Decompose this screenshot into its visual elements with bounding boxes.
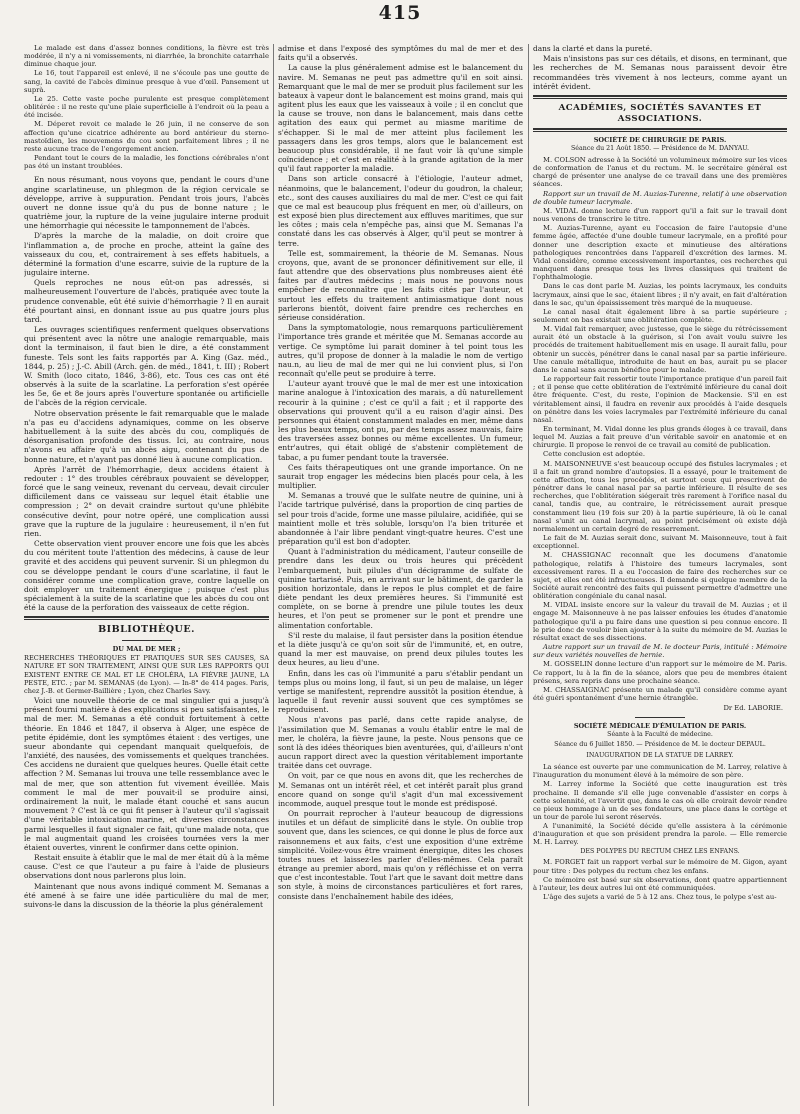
paragraph: admise et dans l'exposé des symptômes du mal de mer et des faits qu'il a observés. [278, 44, 523, 63]
society-title: SOCIÉTÉ MÉDICALE D'ÉMULATION DE PARIS. [573, 721, 747, 730]
column-3 [533, 44, 787, 1109]
note: Pendant tout le cours de la maladie, les fonctions cérébrales n'ont pas été un instant troublées. [24, 154, 269, 171]
book-title: DU MAL DE MER ; [112, 645, 181, 654]
column-2 [278, 44, 523, 1109]
paragraph: M. VIDAL insiste encore sur la valeur du travail de M. Auzias ; et il engage M. Maisonneuve à ne pas laisser enfouies les études d'anatomie pathologique qu'il a pu faire dans une question si peu connue encore. Il le prie donc de vouloir bien ajouter à la suite du mémoire de M. Auzias le résultat exact de ses dissections. [533, 601, 787, 642]
note: Le malade est dans d'assez bonnes conditions, la fièvre est très modérée, il n'y a ni vomissements, ni diarrhée, la bronchite catarrhale diminue chaque jour. [24, 44, 269, 69]
paragraph: La cause la plus généralement admise est le balancement du navire. M. Semanas ne peut pas admettre qu'il en soit ainsi. Remarquant que le mal de mer se produit plus facilement sur les bateaux à vapeur dont le balancement est moins grand, mais qui agitent plus les eaux que les vaisseaux à voile ; il en conclut que la cause se trouve, non dans le balancement, mais dans cette agitation des eaux qui permet au miasme maritime de s'échapper. Si le mal de mer atteint plus facilement les passagers dans les gros temps, alors que le balancement est beaucoup plus considérable, il ne faut voir là qu'une simple coïncidence ; et c'est en réalité à la grande agitation de la mer qu'il faut rapporter la maladie. [278, 63, 523, 174]
paragraph: A l'unanimité, la Société décide qu'elle assistera à la cérémonie d'inauguration et que son président prendra la parole. — Elle remercie M. H. Larrey. [533, 822, 787, 847]
paragraph: Voici une nouvelle théorie de ce mal singulier qui a jusqu'à présent fourni matière à des explications si peu satisfaisantes, le mal de mer. M. Semanas a été conduit fortuitement à cette théorie. En 1846 et 1847, il observa à Alger, une espèce de petite épidémie, dont les symptômes étaient : des vertiges, une sueur abondante qui cependant manquait quelquefois, de l'anxiété, des nausées, des vomissements et quelques tranchées. Ces accidens ne duraient que quelques heures. Quelle était cette affection ? M. Semanas lui trouva une telle ressemblance avec le mal de mer, que son attention fut vivement éveillée. Mais comment le mal de mer pouvait-il se produire ainsi, ordinairement la nuit, le malade étant couché et sans aucun mouvement ? C'est là ce qui fit penser à l'auteur qu'il s'agissait d'une véritable intoxication marine, et diverses circonstances parmi lesquelles il faut signaler ce fait, qu'une malade nota, que le mal augmentait quand les croisées tournées vers la mer étaient ouvertes, vinrent le confirmer dans cette opinion. [24, 696, 269, 852]
column-divider [528, 44, 529, 1106]
paragraph: M. FORGET fait un rapport verbal sur le mémoire de M. Gigon, ayant pour titre : Des polypes du rectum chez les enfans. [533, 858, 787, 875]
paragraph: M. CHASSAIGNAC présente un malade qu'il considère comme ayant été guéri spontanément d'une hernie étranglée. [533, 685, 787, 703]
short-rule [122, 640, 172, 641]
paragraph: Enfin, dans les cas où l'immunité a paru s'établir pendant un temps plus ou moins long, il faut, si un peu de malaise, un léger vertige se manifestent, reprendre aussitôt la position étendue, à laquelle il faut revenir aussi souvent que ces symptômes se reproduisent. [278, 668, 523, 715]
paragraph: Telle est, sommairement, la théorie de M. Semanas. Nous croyons, que, avant de se prononcer définitivement sur elle, il faut attendre que des observations plus nombreuses aient été faites par d'autres médecins ; mais nous ne pouvons nous empêcher de reconnaître que les faits cités par l'auteur, et surtout les effets du traitement antimiasmatique dont nous parlerons bientôt, doivent faire prendre ces recherches en sérieuse considération. [278, 248, 523, 322]
paragraph: Cette observation vient prouver encore une fois que les abcès du cou méritent toute l'attention des médecins, à cause de leur gravité et des accidens qui peuvent survenir. Si un phlegmon du cou se développe pendant le cours d'une scarlatine, il faut le considérer comme une complication grave, contre laquelle on doit employer un traitement énergique ; puisque c'est plus spécialement à la suite de la scarlatine que les abcès du cou ont été la cause de la perforation des vaisseaux de cette région. [24, 539, 269, 613]
column-divider [273, 44, 274, 1106]
paragraph: M. GOSSELIN donne lecture d'un rapport sur le mémoire de M. Paris. Ce rapport, lu à la fin de la séance, alors que peu de membres étaient présens, sera repris dans une prochaine séance. [533, 660, 787, 685]
paragraph: En nous résumant, nous voyons que, pendant le cours d'une angine scarlatineuse, un phlegmon de la région cervicale se développe, arrive à suppuration. Pendant trois jours, l'abcès ouvert ne donne issue qu'à du pus de bonne nature ; le quatrième jour, la rupture de la veine jugulaire interne produit une hémorrhagie qui nécessite le tamponnement de l'abcès. [24, 175, 269, 231]
paragraph: M. Semanas a trouvé que le sulfate neutre de quinine, uni à l'acide tartrique pulvérisé, dans la proportion de cinq parties de sel pour trois d'acide, forme une masse pilulaire, acidifiée, qui se maintient molle et très soluble, lorsqu'on l'a bien triturée et abandonnée à l'air libre pendant vingt-quatre heures. C'est une préparation qu'il est bon d'adopter. [278, 491, 523, 547]
paragraph: Le fait de M. Auzias serait donc, suivant M. Maisonneuve, tout à fait exceptionnel. [533, 534, 787, 551]
paragraph: On voit, par ce que nous en avons dit, que les recherches de M. Semanas ont un intérêt réel, et cet intérêt paraît plus grand encore quand on songe qu'il s'agit d'un mal excessivement incommode, auquel presque tout le monde est prédisposé. [278, 771, 523, 808]
note: Le 25. Cette vaste poche purulente est presque complètement oblitérée : il ne reste qu'une plaie superficielle à l'endroit où la peau a été incisée. [24, 94, 269, 120]
paragraph: Dans le cas dont parle M. Auzias, les points lacrymaux, les conduits lacrymaux, ainsi que le sac, étaient libres ; il n'y avait, en fait d'altération dans le sac, qu'un épaississement très marqué de la muqueuse. [533, 282, 787, 307]
paragraph: dans la clarté et dans la pureté. [533, 44, 653, 53]
subsection-title: DES POLYPES DU RECTUM CHEZ LES ENFANS. [580, 847, 740, 855]
section-rule [533, 128, 787, 132]
signature: Dr Ed. LABORIE. [723, 704, 783, 713]
paragraph: Cette conclusion est adoptée. [543, 450, 645, 459]
paragraph: Dans la symptomatologie, nous remarquons particulièrement l'importance très grande et méritée que M. Semanas accorde au vertige. Ce symptôme lui parait dominer à tel point tous les autres, qu'il propose de donner à la maladie le nom de vertigo nau.n, au lieu de mal de mer qui ne lui convient plus, si l'on reconnaît qu'elle peut se produire à terre. [278, 323, 523, 379]
bibliotheque-heading: BIBLIOTHÈQUE. [98, 624, 195, 636]
paragraph: M. Larrey informe la Société que cette inauguration est très prochaine. Il demande s'il elle juge convenable d'assister en corps à cette solennité, et l'avertit que, dans le cas où elle croirait devoir rendre ce pieux hommage à un de ses fondateurs, une place dans le cortège et un tour de parole lui seront réservés. [533, 780, 787, 821]
note: M. Déperet revoit ce malade le 26 juin, il ne conserve de son affection qu'une cicatrice adhérente au bord antérieur du sterno-mastoïdien, les mouvemens du cou sont parfaitement libres ; il ne reste aucune trace de l'engorgement ancien. [24, 120, 269, 153]
paragraph: Le rapporteur fait ressortir toute l'importance pratique d'un pareil fait ; et il pense que cette oblitération de l'extrémité inférieure du canal doit être fréquente. C'est, du reste, l'opinion de Mackensie. S'il en est véritablement ainsi, il faudra en revenir aux procédés à l'aide desquels on pénètre dans les voies lacrymales par l'extrémité inférieure du canal nasal. [533, 375, 787, 424]
paragraph: Ce mémoire est basé sur six observations, dont quatre appartiennent à l'auteur, les deux autres lui ont été communiquées. [533, 875, 787, 892]
report-title: Rapport sur un travail de M. Auzias-Turenne, relatif à une observation de double tumeur lacrymale. [533, 189, 787, 206]
meeting-line: Séance du 6 Juillet 1850. — Présidence de M. le docteur DEPAUL. [554, 741, 766, 749]
paragraph: Notre observation présente le fait remarquable que le malade n'a pas eu d'accidens adynamiques, comme on les observe habituellement à la suite des abcès du cou, compliqués de désorganisation profonde des tissus. Ici, au contraire, nous n'avons eu affaire qu'à un abcès aigu, contenant du pus de bonne nature, et n'ayant pas donné lieu à aucune complication. [24, 408, 269, 464]
paragraph: M. CHASSIGNAC reconnaît que les documens d'anatomie pathologique, relatifs à l'histoire des tumeurs lacrymales, sont excessivement rares. Il a eu l'occasion de faire des recherches sur ce sujet, et elles ont été infructueuses. Il demande si quelque membre de la Société aurait rencontré des faits qui puissent permettre d'admettre une oblitération congéniale du canal nasal. [533, 551, 787, 601]
column-1 [24, 44, 269, 1109]
paragraph: L'auteur ayant trouvé que le mal de mer est une intoxication marine analogue à l'intoxication des marais, a dû naturellement recourir à la quinine ; c'est ce qu'il a fait ; et il rapporte des observations qui prouvent qu'il a eu raison d'agir ainsi. Des personnes qui étaient constamment malades en mer, même dans les plus beaux temps, ont pu, par des temps assez mauvais, faire des traversées assez bonnes ou même excellentes. Un fumeur, entr'autres, qui était obligé de s'abstenir complètement de tabac, a pu fumer pendant toute la traversée. [278, 379, 523, 462]
paragraph: Les ouvrages scientifiques renferment quelques observations qui présentent avec la nôtre une analogie remarquable, mais dont la terminaison, il faut bien le dire, a été constamment funeste. Tels sont les faits rapportés par A. King (Gaz. méd., 1844, p. 25) ; J.-C. Abill (Arch. gén. de méd., 1841, t. III) ; Robert W. Smith (loco citato, 1846, 3-86), etc. Tous ces cas ont été observés à la suite de la scarlatine. La perforation s'est opérée les 5e, 6e et 8e jours après l'ouverture spontanée ou artificielle de l'abcès de la région cervicale. [24, 325, 269, 408]
paragraph: Restait ensuite à établir que le mal de mer était dû à la même cause. C'est ce que l'auteur a pu faire à l'aide de plusieurs observations dont nous parlerons plus loin. [24, 853, 269, 881]
meeting-line: Séance du 21 Août 1850. — Présidence de M. DANYAU. [570, 145, 749, 153]
paragraph: S'il reste du malaise, il faut persister dans la position étendue et la diète jusqu'à ce qu'on soit sûr de l'immunité, et, en outre, quand la mer est mauvaise, on prend deux pilules toutes les deux heures, au lieu d'une. [278, 630, 523, 668]
section-rule [533, 95, 787, 99]
academies-heading: ACADÉMIES, SOCIÉTÉS SAVANTES ET ASSOCIATIONS. [558, 102, 762, 124]
case-notes [24, 44, 269, 170]
note: Le 16, tout l'appareil est enlevé, il ne s'écoule pas une goutte de sang, la cavité de l'abcès diminue presque à vue d'œil. Pansement ut suprà. [24, 69, 269, 94]
paragraph: Ces faits thérapeutiques ont une grande importance. On ne saurait trop engager les médecins bien placés pour cela, à les multiplier. [278, 462, 523, 491]
paragraph: D'après la marche de la maladie, on doit croire que l'inflammation a, de proche en proche, atteint la gaîne des vaisseaux du cou, et, contrairement à ses effets habituels, a déterminé la formation d'une escarre, suivie de la rupture de la jugulaire interne. [24, 231, 269, 278]
paragraph: M. COLSON adresse à la Société un volumineux mémoire sur les vices de conformation de l'anus et du rectum. M. le secrétaire général est chargé de présenter une analyse de ce travail dans une des premières séances. [533, 156, 787, 189]
paragraph: La séance est ouverte par une communication de M. Larrey, relative à l'inauguration du monument élevé à la mémoire de son père. [533, 763, 787, 780]
paragraph: M. Vidal fait remarquer, avec justesse, que le siège du rétrécissement aurait été un obstacle à la guérison, si l'on avait voulu suivre les procédés de traitement habituellement mis en usage. Il aurait fallu, pour obtenir un succès, pénétrer dans le canal nasal par sa partie inférieure. Une canule métallique, introduite de haut en bas, aurait pu se placer dans le canal sans aucun bénéfice pour le malade. [533, 325, 787, 374]
paragraph: Après l'arrêt de l'hémorrhagie, deux accidens étaient à redouter : 1° des troubles cérébraux pouvaient se développer, forcé que le sang veineux, revenant du cerveau, devait circuler difficilement dans ce vaisseau sur lequel était établie une compression ; 2° on devait craindre surtout qu'une phlébite consécutive devînt, pour notre opéré, une complication aussi grave que la rupture de la jugulaire : heureusement, il n'en fut rien. [24, 464, 269, 538]
paragraph: Dans son article consacré à l'étiologie, l'auteur admet, néanmoins, que le balancement, l'odeur du goudron, la chaleur, etc., sont des causes auxiliaires du mal de mer. C'est ce qui fait que ce mal est beaucoup plus fréquent en mer, où d'ailleurs, on est exposé bien plus directement aux effluves maritimes, que sur les côtes ; mais cela n'empêche pas, ainsi que M. Semanas l'a constaté dans les cas observés à Alger, qu'il peut se montrer à terre. [278, 174, 523, 248]
short-rule [635, 717, 685, 718]
paragraph: Nous n'avons pas parlé, dans cette rapide analyse, de l'assimilation que M. Semanas a voulu établir entre le mal de mer, le choléra, la fièvre jaune, la peste. Nous pensons que ce sont là des idées théoriques bien aventurées, qui, d'ailleurs n'ont aucun rapport direct avec la question véritablement importante traitée dans cet ouvrage. [278, 715, 523, 771]
paragraph: Quels reproches ne nous eût-on pas adressés, si malheureusement l'ouverture de l'abcès, pratiquée avec toute la prudence convenable, eût été suivie d'hémorrhagie ? Il en aurait été pourtant ainsi, en donnant issue au pus quatre jours plus tard. [24, 278, 269, 324]
paragraph: Le canal nasal était également libre à sa partie supérieure ; seulement on bas existait une oblitération complète. [533, 307, 787, 324]
report-title: Autre rapport sur un travail de M. le docteur Paris, intitulé : Mémoire sur deux variétés nouvelles de hernie. [533, 643, 787, 660]
paragraph: On pourrait reprocher à l'auteur beaucoup de digressions inutiles et un défaut de simplicité dans le style. On oublie trop souvent que, dans les sciences, ce qui donne le plus de force aux raisonnemens et aux faits, c'est une exposition d'une extrême simplicité. Voilez-vous être vraiment énergique, dites les choses toutes nues et laissez-les parler d'elles-mêmes. Cela paraît étrange au premier abord, mais qu'on y réfléchisse et on verra que c'est incontestable. Tout l'art que le savant doit mettre dans son style, à moins de circonstances particulières et fort rares, consiste dans l'enchaînement habile des idées, [278, 809, 523, 901]
book-citation: RECHERCHES THÉORIQUES ET PRATIQUES SUR SES CAUSES, SA NATURE ET SON TRAITEMENT, AINSI QUE SUR LES RAPPORTS QUI EXISTENT ENTRE CE MAL ET LE CHOLÉRA, LA FIÈVRE JAUNE, LA PESTE, ETC. ; par M. SEMANAS (de Lyon). — In-8° de 414 pages. Paris, chez J.-B. et Germer-Baillière ; Lyon, chez Charles Savy. [24, 654, 269, 695]
paragraph: Mais n'insistons pas sur ces détails, et disons, en terminant, que les recherches de M. Semanas nous paraissent devoir être recommandées très vivement à nos lecteurs, comme ayant un intérêt évident. [533, 54, 787, 91]
society-subtitle: Séante à la Faculté de médecine. [607, 730, 713, 738]
paragraph: Quant à l'administration du médicament, l'auteur conseille de prendre dans les deux ou trois heures qui précèdent l'embarquement, huit pilules d'un décigramme de sulfate de quinine tartarisé. Puis, en arrivant sur le bâtiment, de garder la position horizontale, dans le repos le plus complet et de faire diète pendant les deux premières heures. Si l'immunité est complète, on se borne à prendre une pilule toutes les deux heures, et l'on peut se promener sur le pont et prendre une alimentation confortable. [278, 547, 523, 630]
paragraph: M. VIDAL donne lecture d'un rapport qu'il a fait sur le travail dont nous venons de transcrire le titre. [533, 206, 787, 224]
paragraph: Maintenant que nous avons indiqué comment M. Semanas a été amené à se faire une idée particulière du mal de mer, suivons-le dans la discussion de la théorie la plus généralement [24, 881, 269, 909]
paragraph: En terminant, M. Vidal donne les plus grands éloges à ce travail, dans lequel M. Auzias a fait preuve d'un véritable savoir en anatomie et en chirurgie. Il propose le renvoi de ce travail au comité de publication. [533, 425, 787, 450]
subsection-title: INAUGURATION DE LA STATUE DE LARREY. [586, 752, 734, 760]
section-rule [24, 616, 269, 620]
paragraph: L'âge des sujets a varié de 5 à 12 ans. Chez tous, le polype s'est au- [543, 893, 777, 902]
society-title: SOCIÉTÉ DE CHIRURGIE DE PARIS. [593, 136, 727, 145]
page-number: 415 [378, 2, 422, 24]
paragraph: M. MAISONNEUVE s'est beaucoup occupé des fistules lacrymales ; et il a fait un grand nombre d'autopsies. Il a essayé, pour le traitement de cette affection, tous les procédés, et surtout ceux qui prescrivent de pénétrer dans le canal nasal par sa partie inférieure. Il résulte de ses recherches, que l'oblitération siégerait très rarement à l'orifice nasal du canal, tandis que, au contraire, le rétrécissement aurait presque constamment lieu (19 fois sur 20) à la partie supérieure, là où le canal nasal s'unit au canal lacrymal, au point précisément où existe déjà normalement un certain degré de resserrement. [533, 459, 787, 533]
paragraph: M. Auzias-Turenne, ayant eu l'occasion de faire l'autopsie d'une femme âgée, affectée d'une double tumeur lacrymale, en a profité pour donner une description exacte et minutieuse des altérations pathologiques rencontrées dans l'appareil d'excrétion des larmes. M. Vidal considère, comme excessivement importantes, ces recherches qui manquent dans presque tous les livres classiques qui traitent de l'ophthalmologie. [533, 224, 787, 282]
